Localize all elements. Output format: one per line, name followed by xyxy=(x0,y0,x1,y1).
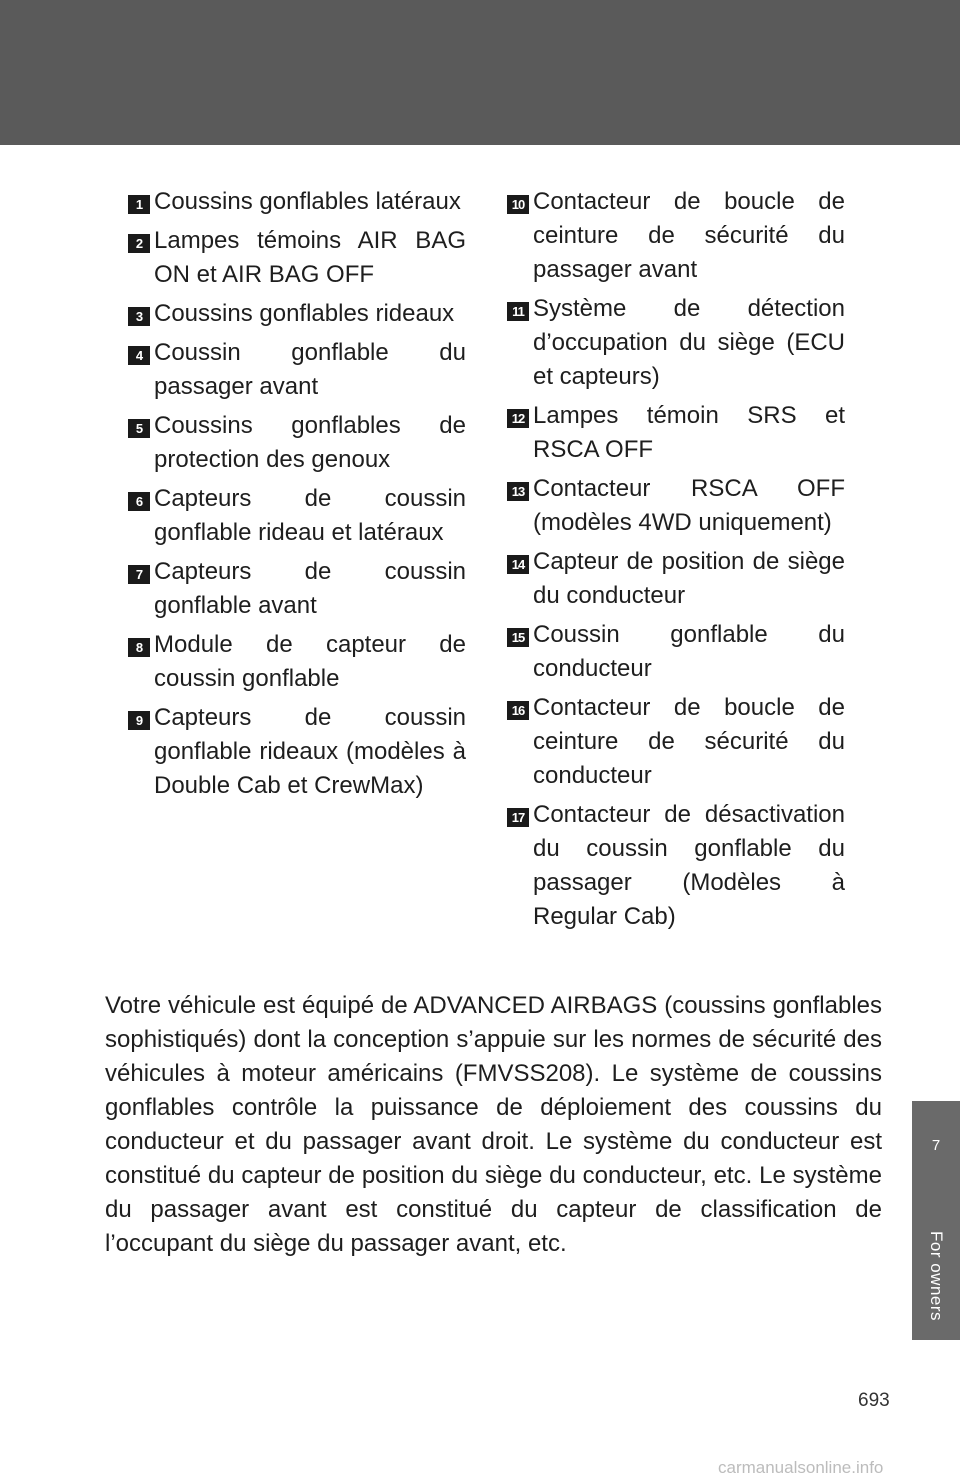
item-text: Coussin gonflable du passager avant xyxy=(154,339,466,400)
chapter-number: 7 xyxy=(931,1137,941,1154)
item-text: Contacteur de désactivation du coussin gonflable du passager (Modèles à Regular Cab) xyxy=(533,801,845,930)
item-number-badge: 11 xyxy=(507,302,529,321)
item-text: Coussins gonflables latéraux xyxy=(154,188,461,215)
right-item-list xyxy=(507,185,845,939)
item-number-badge: 17 xyxy=(507,808,529,827)
body-paragraph: Votre véhicule est équipé de ADVANCED AIRBAGS (coussins gonflables sophistiqués) dont la conception s’appuie sur les normes de sécurité des véhicules à moteur américains (FMVSS208). Le système de coussins gonflables contrôle la puissance de déploiement des coussins du conducteur et du passager avant droit. Le système du conducteur est constitué du capteur de position du siège du conducteur, etc. Le système du passager avant est constitué du capteur de classification de l’occupant du siège du passager avant, etc. xyxy=(105,992,882,1257)
item-text: Contacteur de boucle de ceinture de sécurité du conducteur xyxy=(533,694,845,789)
item-number-badge: 2 xyxy=(128,234,150,253)
list-item xyxy=(128,297,466,331)
list-item xyxy=(128,409,466,477)
item-text: Contacteur RSCA OFF (modèles 4WD uniquement) xyxy=(533,475,845,536)
item-number-badge: 7 xyxy=(128,565,150,584)
item-text: Coussins gonflables rideaux xyxy=(154,300,455,327)
left-item-list xyxy=(128,185,466,808)
item-text: Capteur de position de siège du conducteur xyxy=(533,548,845,609)
list-item xyxy=(128,555,466,623)
list-item xyxy=(507,618,845,686)
item-text: Capteurs de coussin gonflable rideau et latéraux xyxy=(154,485,466,546)
list-item xyxy=(507,185,845,287)
item-number-badge: 12 xyxy=(507,409,529,428)
item-text: Capteurs de coussin gonflable rideaux (modèles à Double Cab et CrewMax) xyxy=(154,704,466,799)
item-text: Module de capteur de coussin gonflable xyxy=(154,631,466,692)
list-item xyxy=(507,545,845,613)
item-text: Lampes témoins AIR BAG ON et AIR BAG OFF xyxy=(154,227,466,288)
item-number-badge: 14 xyxy=(507,555,529,574)
item-number-badge: 3 xyxy=(128,307,150,326)
list-item xyxy=(507,472,845,540)
item-number-badge: 16 xyxy=(507,701,529,720)
item-number-badge: 15 xyxy=(507,628,529,647)
list-item xyxy=(507,691,845,793)
item-number-badge: 1 xyxy=(128,195,150,214)
list-item xyxy=(128,628,466,696)
page-number: 693 xyxy=(858,1390,890,1411)
list-item xyxy=(128,224,466,292)
list-item xyxy=(128,482,466,550)
list-item xyxy=(507,798,845,934)
item-number-badge: 8 xyxy=(128,638,150,657)
item-number-badge: 4 xyxy=(128,346,150,365)
item-number-badge: 10 xyxy=(507,195,529,214)
chapter-label: For owners xyxy=(927,1230,946,1322)
item-number-badge: 5 xyxy=(128,419,150,438)
item-text: Contacteur de boucle de ceinture de sécurité du passager avant xyxy=(533,188,845,283)
item-text: Capteurs de coussin gonflable avant xyxy=(154,558,466,619)
item-number-badge: 13 xyxy=(507,482,529,501)
header-band xyxy=(0,0,960,145)
item-text: Coussin gonflable du conducteur xyxy=(533,621,845,682)
item-text: Coussins gonflables de protection des genoux xyxy=(154,412,466,473)
item-text: Lampes témoin SRS et RSCA OFF xyxy=(533,402,845,463)
list-item xyxy=(128,185,466,219)
item-text: Système de détection d’occupation du siège (ECU et capteurs) xyxy=(533,295,845,390)
item-number-badge: 6 xyxy=(128,492,150,511)
chapter-side-tab xyxy=(912,1101,960,1340)
list-item xyxy=(128,336,466,404)
list-item xyxy=(507,292,845,394)
watermark: carmanualsonline.info xyxy=(718,1458,884,1477)
list-item xyxy=(507,399,845,467)
item-number-badge: 9 xyxy=(128,711,150,730)
list-item xyxy=(128,701,466,803)
